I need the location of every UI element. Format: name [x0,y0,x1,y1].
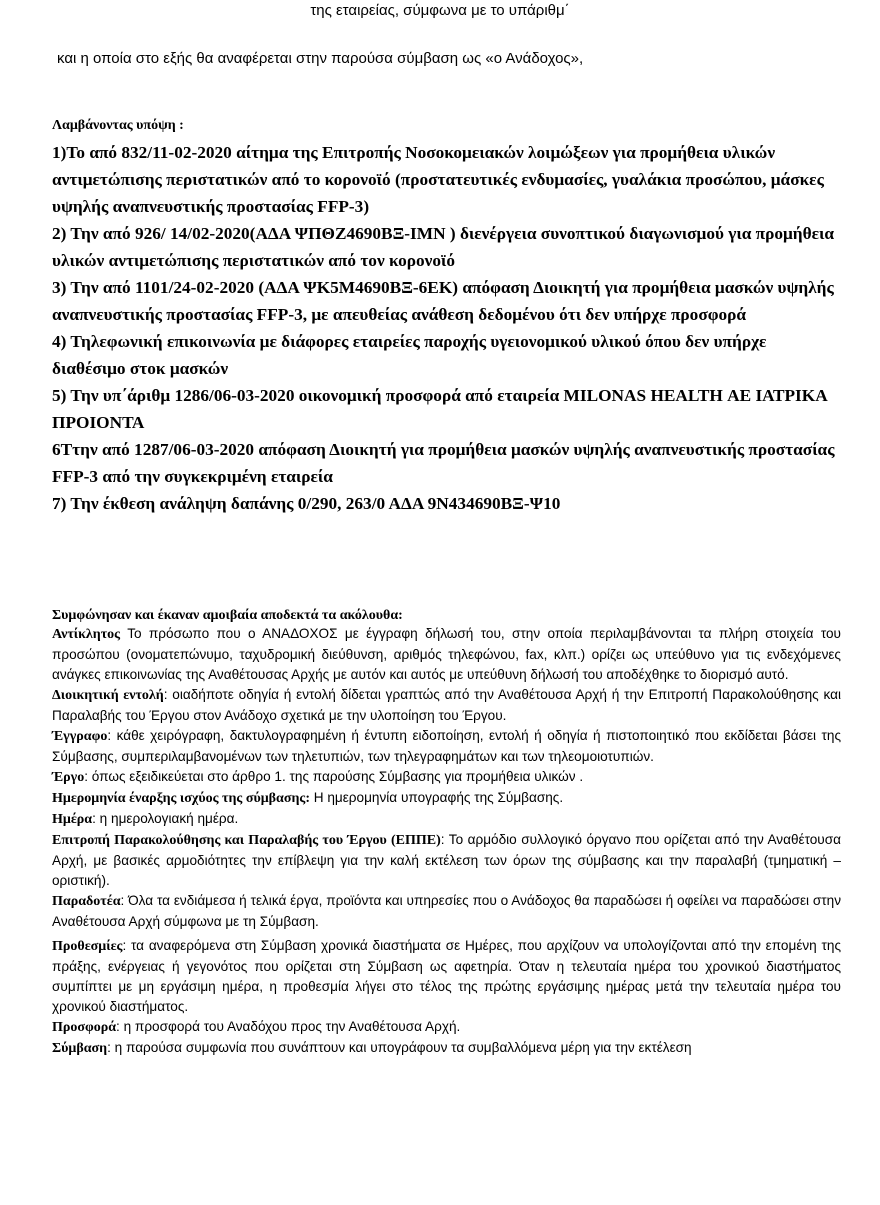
definition-project [52,767,841,788]
definition-contact-person [52,624,841,685]
consideration-item-3: 3) Την από 1101/24-02-2020 (ΑΔΑ ΨΚ5Μ4690ΒΞ-6ΕΚ) απόφαση Διοικητή για προμήθεια μασκών υψηλής αναπνευστικής προστασίας FFP-3, με απευθείας ανάθεση δεδομένου ότι δεν υπήρχε προσφορά [52,278,834,324]
definition-text: Η ημερομηνία υπογραφής της Σύμβασης. [309,790,564,805]
definitions-list [52,624,841,1059]
definition-administrative-order [52,685,841,726]
definition-deliverables [52,891,841,932]
consideration-item-1: 1)Το από 832/11-02-2020 αίτημα της Επιτροπής Νοσοκομειακών λοιμώξεων για προμήθεια υλικών αντιμετώπισης περιστατικών από το κορονοϊό (προστατευτικές ενδυμασίες, γυαλάκια προσώπου, μάσκες υψηλής αναπνευστικής προστασίας FFP-3) [52,143,824,216]
definition-effective-date [52,788,841,809]
definition-offer [52,1017,841,1038]
consideration-item-4: 4) Τηλεφωνική επικοινωνία με διάφορες εταιρείες παροχής υγειονομικού υλικού όπου δεν υπήρχε διαθέσιμο στοκ μασκών [52,332,767,378]
definition-day [52,809,841,830]
definition-text: : τα αναφερόμενα στη Σύμβαση χρονικά διαστήματα σε Ημέρες, που αρχίζουν να υπολογίζονται από την επομένη της πράξης, ενέργειας ή γεγονότος που ορίζεται στη Σύμβαση ως αφετηρία. Όταν η τελευταία ημέρα του χρονικού διαστήματος συμπίπτει με μη εργάσιμη ημέρα, η προθεσμία λήγει στο τέλος της πρώτης εργάσιμης ημέρας μετά την τελευταία ημέρα του χρονικού διαστήματος. [52,938,841,1014]
definition-text: : Όλα τα ενδιάμεσα ή τελικά έργα, προϊόντα και υπηρεσίες που ο Ανάδοχος θα παραδώσει ή οφείλει να παραδώσει στην Αναθέτουσα Αρχή σύμφωνα με τη Σύμβαση. [52,893,841,929]
contractor-intro-line: και η οποία στο εξής θα αναφέρεται στην παρούσα σύμβαση ως «ο Ανάδοχος», [57,50,584,67]
definition-term: Σύμβαση [52,1041,108,1056]
definition-term: Ημερομηνία έναρξης ισχύος της σύμβασης: [52,791,310,806]
definition-text: : Το αρμόδιο συλλογικό όργανο που ορίζεται από την Αναθέτουσα Αρχή, με βασικές αρμοδιότητες την επίβλεψη για την καλή εκτέλεση των όρων της σύμβασης και την παραλαβή (τμηματική – οριστική). [52,832,841,888]
definition-text: : οιαδήποτε οδηγία ή εντολή δίδεται γραπτώς από την Αναθέτουσα Αρχή ή την Επιτροπή Παρακολούθησης και Παραλαβής του Έργου στον Ανάδοχο σχετικά με την υλοποίηση του Έργου. [52,687,841,723]
definition-term: Προθεσμίες [52,939,123,954]
consideration-item-2: 2) Την από 926/ 14/02-2020(ΑΔΑ ΨΠΘΖ4690ΒΞ-ΙΜΝ ) διενέργεια συνοπτικού διαγωνισμού για προμήθεια υλικών αντιμετώπισης περιστατικών από τον κορονοϊό [52,224,835,270]
definition-text: Το πρόσωπο που ο ΑΝΑΔΟΧΟΣ με έγγραφη δήλωσή του, στην οποία περιλαμβάνονται τα πλήρη στοιχεία του προσώπου (ονοματεπώνυμο, ταχυδρομική διεύθυνση, αριθμός τηλεφώνου, fax, κλπ.) ορίζει ως υπεύθυνο για τις ενδεχόμενες ανάγκες επικοινωνίας της Αναθέτουσας Αρχής με αυτόν και αυτός με υπεύθυνη δήλωσή του αποδέχθηκε το διορισμό αυτό. [52,626,841,682]
definition-term: Επιτροπή Παρακολούθησης και Παραλαβής του Έργου (ΕΠΠΕ) [52,833,441,848]
definition-text: : όπως εξειδικεύεται στο άρθρο 1. της παρούσης Σύμβασης για προμήθεια υλικών . [84,769,584,784]
definition-document [52,726,841,767]
definition-text: : κάθε χειρόγραφη, δακτυλογραφημένη ή έντυπη ειδοποίηση, εντολή ή οδηγία ή πιστοποιητικό που εκδίδεται βάσει της Σύμβασης, συμπεριλαμβανομένων των τηλετυπιών, των τηλεγραφημάτων και των τηλεομοιοτυπιών. [52,728,841,764]
definition-text: : η παρούσα συμφωνία που συνάπτουν και υπογράφουν τα συμβαλλόμενα μέρη για την εκτέλεση [107,1040,692,1055]
definition-term: Προσφορά [52,1020,117,1035]
definition-contract [52,1038,841,1059]
definition-term: Διοικητική εντολή [52,688,164,703]
considerations-list [52,139,842,517]
consideration-item-7: 7) Την έκθεση ανάληψη δαπάνης 0/290, 263/0 ΑΔΑ 9Ν434690ΒΞ-Ψ10 [52,494,561,513]
consideration-item-5: 5) Την υπ΄άριθμ 1286/06-03-2020 οικονομική προσφορά από εταιρεία MILONAS HEALTH ΑΕ ΙΑΤΡΙΚΑ ΠΡΟΙΟΝΤΑ [52,386,827,432]
definition-text: : η ημερολογιακή ημέρα. [92,811,239,826]
definition-deadlines [52,936,841,1017]
definition-text: : η προσφορά του Αναδόχου προς την Αναθέτουσα Αρχή. [116,1019,461,1034]
agreed-heading: Συμφώνησαν και έκαναν αμοιβαία αποδεκτά τα ακόλουθα: [52,608,403,623]
definition-committee [52,830,841,891]
considering-heading: Λαμβάνοντας υπόψη : [52,118,184,133]
definition-term: Αντίκλητος [52,627,121,642]
consideration-item-6: 6Ττην από 1287/06-03-2020 απόφαση Διοικητή για προμήθεια μασκών υψηλής αναπνευστικής προστασίας FFP-3 από την συγκεκριμένη εταιρεία [52,440,835,486]
definition-term: Ημέρα [52,812,93,827]
definition-term: Έγγραφο [52,729,108,744]
definition-term: Παραδοτέα [52,894,121,909]
definition-term: Έργο [52,770,85,785]
top-text-line: της εταιρείας, σύμφωνα με το υπάριθμ΄ [310,2,570,19]
